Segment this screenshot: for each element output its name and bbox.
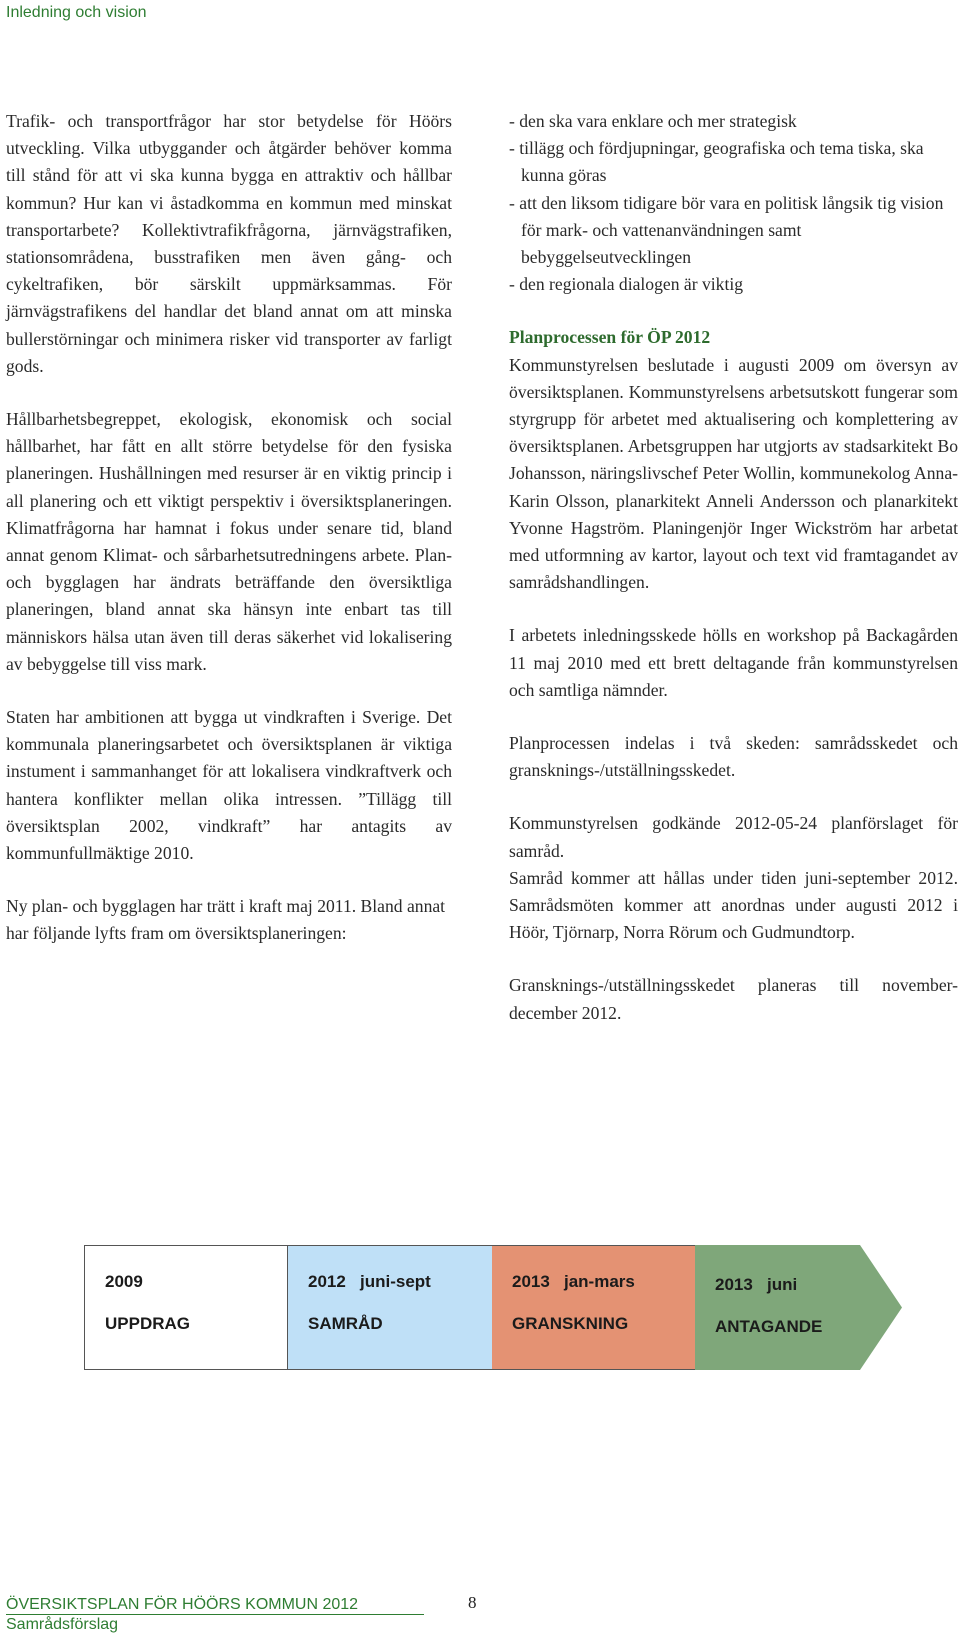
paragraph-wind-power: Staten har ambitionen att bygga ut vindkraften i Sverige. Det kommunala planeringsarbetet och översiktsplanen är viktiga instument i sammanhanget för att lokalisera vindkraftverk och hantera konflikter mellan olika intressen. ”Tillägg till översiktsplan 2002, vindkraft” har antagits av kommunfullmäktige 2010. bbox=[6, 707, 452, 864]
paragraph-approval: Kommunstyrelsen godkände 2012-05-24 planförslaget för samråd. bbox=[509, 813, 958, 861]
paragraph-traffic: Trafik- och transportfrågor har stor betydelse för Höörs utveckling. Vilka utbyggander och åtgärder behöver komma till stånd för att vi ska kunna bygga en attraktiv och hållbar kommun? Hur kan vi åstadkomma en kommun med minskat transportarbete? Kollektivtrafikfrågorna, järnvägstrafiken, stationsområdena, busstrafiken men även gång- och cykeltrafiken, bör särskilt uppmärksammas. För järnvägstrafikens del handlar det bland annat om att minska bullerstörningar och minimera risker vid transporter av farligt gods. bbox=[6, 111, 452, 376]
list-item: - tillägg och fördjupningar, geografiska och tema tiska, ska kunna göras bbox=[509, 138, 924, 186]
page-number: 8 bbox=[468, 1593, 477, 1612]
phase-uppdrag bbox=[84, 1245, 288, 1370]
paragraph-review: Gransknings-/utställningsskedet planeras till november-december 2012. bbox=[509, 975, 958, 1023]
phase-label: SAMRÅD bbox=[308, 1314, 383, 1333]
list-item: - den regionala dialogen är viktig bbox=[509, 274, 744, 295]
list-item: - den ska vara enklare och mer strategisk bbox=[509, 111, 797, 131]
phase-label: ANTAGANDE bbox=[715, 1317, 823, 1336]
footer-title-block bbox=[6, 1595, 358, 1635]
paragraph-sustainability: Hållbarhetsbegreppet, ekologisk, ekonomisk och social hållbarhet, har fått en allt större betydelse för den fysiska planeringen. Hushållningen med resurser är en viktig princip i all planering och ett viktigt perspektiv i översiktsplaneringen. Klimatfrågorna har hamnat i fokus under senare tid, bland annat genom Klimat- och sårbarhetsutredningens arbete. Plan- och bygglagen har ändrats beträffande den översiktliga planeringen, bland annat ska hänsyn inte enbart tas till människors hälsa utan även till deras säkerhet vid lokalisering av bebyggelse till viss mark. bbox=[6, 409, 452, 674]
paragraph-process: Kommunstyrelsen beslutade i augusti 2009 om översyn av översiktsplanen. Kommunstyrelsens arbetsutskott fungerar som styrgrupp för arbetet med aktualisering och komplettering av översiktsplanen. Arbetsgruppen har utgjorts av stadsarkitekt Bo Johansson, näringslivschef Peter Wollin, kommunekolog Anna-Karin Olsson, planarkitekt Anneli Andersson och planarkitekt Yvonne Hagström. Planingenjör Inger Wickström har arbetat med utformning av kartor, layout och text vid framtagandet av samrådshandlingen. bbox=[509, 354, 958, 593]
phase-date: 2013 jan-mars bbox=[512, 1272, 635, 1291]
running-header: Inledning och vision bbox=[6, 4, 147, 21]
paragraph-consultation: Samråd kommer att hållas under tiden juni-september 2012. Samrådsmöten kommer att anordnas under augusti 2012 i Höör, Tjörnarp, Norra Rörum och Gudmundtorp. bbox=[509, 867, 958, 943]
list-item: - att den liksom tidigare bör vara en politisk långsik tig vision för mark- och vattenanvändningen samt bebyggelseutvecklingen bbox=[509, 192, 944, 268]
paragraph-phases: Planprocessen indelas i två skeden: samrådsskedet och gransknings-/utställningsskedet. bbox=[509, 733, 958, 781]
phase-samrad bbox=[288, 1245, 492, 1370]
phase-date: 2009 bbox=[105, 1272, 143, 1291]
phase-granskning bbox=[492, 1245, 695, 1370]
paragraph-workshop: I arbetets inledningsskede hölls en workshop på Backagården 11 maj 2010 med ett brett deltagande från kommunstyrelsen och samtliga nämnder. bbox=[509, 625, 958, 700]
right-column bbox=[509, 108, 958, 1053]
process-timeline bbox=[84, 1245, 902, 1370]
phase-date: 2012 juni-sept bbox=[308, 1272, 431, 1291]
law-changes-list bbox=[509, 108, 958, 298]
phase-label: UPPDRAG bbox=[105, 1314, 191, 1333]
paragraph-planning-law: Ny plan- och bygglagen har trätt i kraft maj 2011. Bland annat har följande lyfts fram om översiktsplaneringen: bbox=[6, 896, 446, 944]
section-heading: Planprocessen för ÖP 2012 bbox=[509, 327, 711, 348]
phase-label: GRANSKNING bbox=[512, 1314, 629, 1333]
left-column bbox=[6, 108, 452, 974]
footer-subtitle: Samrådsförslag bbox=[6, 1616, 119, 1633]
phase-antagande bbox=[695, 1245, 902, 1370]
footer-divider bbox=[6, 1614, 424, 1615]
arrow-shape bbox=[695, 1245, 902, 1370]
phase-date: 2013 juni bbox=[715, 1275, 798, 1294]
footer-title: ÖVERSIKTSPLAN FÖR HÖÖRS KOMMUN 2012 bbox=[6, 1596, 359, 1613]
